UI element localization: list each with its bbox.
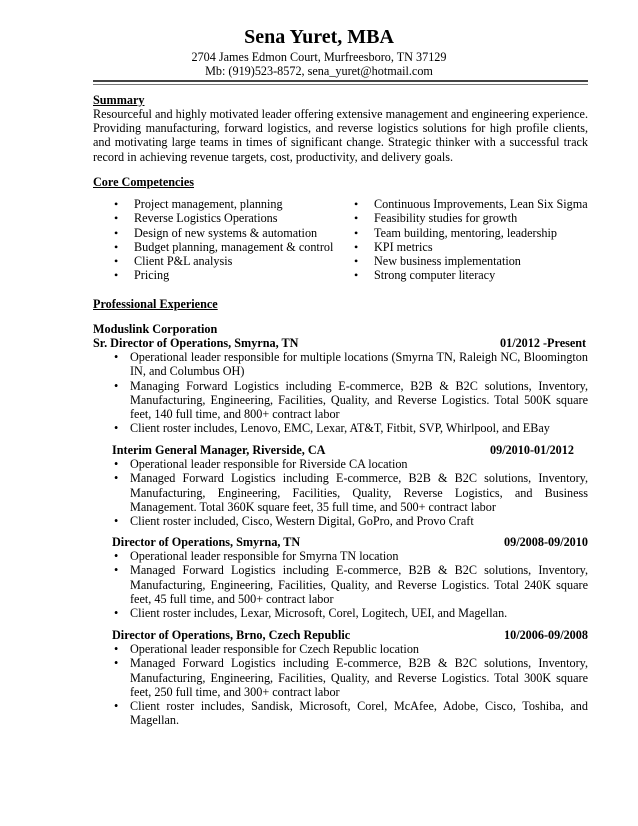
role-bullet: • Operational leader responsible for Smyrna TN location [112, 549, 588, 563]
role-dates: 09/2008-09/2010 [504, 535, 588, 549]
role-bullets [112, 549, 588, 620]
competency-item: • Feasibility studies for growth [350, 211, 588, 225]
experience-heading: Professional Experience [93, 297, 218, 311]
role-bullet: • Operational leader responsible for multiple locations (Smyrna TN, Raleigh NC, Bloomington IN, and Columbus OH) [112, 350, 588, 379]
competency-item: • Design of new systems & automation [110, 226, 333, 240]
header-divider [93, 80, 588, 82]
contact-line: Mb: (919)523-8572, sena_yuret@hotmail.com [205, 64, 433, 78]
role-bullet: • Client roster included, Cisco, Western Digital, GoPro, and Provo Craft [112, 514, 588, 528]
competencies-right-list [350, 197, 588, 283]
role-bullet: • Client roster includes, Sandisk, Microsoft, Corel, McAfee, Adobe, Cisco, Toshiba, and Magellan. [112, 699, 588, 728]
competency-item: • Budget planning, management & control [110, 240, 333, 254]
candidate-name: Sena Yuret, MBA [244, 26, 394, 48]
address-line: 2704 James Edmon Court, Murfreesboro, TN 37129 [191, 50, 447, 64]
competencies-left-list [110, 197, 333, 283]
role-title: Director of Operations, Smyrna, TN [112, 535, 301, 549]
role-dates: 10/2006-09/2008 [504, 628, 588, 642]
role-bullet: • Managing Forward Logistics including E-commerce, B2B & B2C solutions, Inventory, Manufacturing, Engineering, Facilities, Quality, and Reverse Logistics. Total 500K square feet, 140 full time, and 800+ contract labor [112, 379, 588, 422]
role-title: Sr. Director of Operations, Smyrna, TN [93, 336, 299, 350]
role-bullets [112, 350, 588, 436]
role-bullet: • Operational leader responsible for Czech Republic location [112, 642, 588, 656]
competency-item: • Client P&L analysis [110, 254, 333, 268]
role-bullet: • Managed Forward Logistics including E-commerce, B2B & B2C solutions, Inventory, Manufacturing, Engineering, Facilities, Quality, and Reverse Logistics. Total 300K square feet, 250 full time, and 300+ contract labor [112, 656, 588, 699]
header-divider-thin [93, 84, 588, 85]
competency-item: • Pricing [110, 268, 333, 282]
role-bullet: • Client roster includes, Lexar, Microsoft, Corel, Logitech, UEI, and Magellan. [112, 606, 588, 620]
role-dates: 01/2012 -Present [500, 336, 587, 350]
summary-heading: Summary [93, 93, 145, 107]
role-bullet: • Operational leader responsible for Riverside CA location [112, 457, 588, 471]
competency-item: • Project management, planning [110, 197, 333, 211]
competency-item: • Strong computer literacy [350, 268, 588, 282]
role-bullet: • Managed Forward Logistics including E-commerce, B2B & B2C solutions, Inventory, Manufacturing, Engineering, Facilities, Quality, and Reverse Logistics. Total 240K square feet, 45 full time, and 500+ contract labor [112, 563, 588, 606]
role-dates: 09/2010-01/2012 [490, 443, 574, 457]
competencies-heading: Core Competencies [93, 175, 194, 189]
company-name: Moduslink Corporation [93, 322, 218, 336]
competency-item: • Continuous Improvements, Lean Six Sigma [350, 197, 588, 211]
competency-item: • KPI metrics [350, 240, 588, 254]
competency-item: • New business implementation [350, 254, 588, 268]
summary-text: Resourceful and highly motivated leader offering extensive management and engineering experience. Providing manufacturing, forward logistics, and reverse logistics solutions for high profile clients, and motivating large teams in times of significant change. Strategic thinker with a successful track record in achieving revenue targets, cost, productivity, and delivery goals. [93, 107, 588, 164]
role-title: Interim General Manager, Riverside, CA [112, 443, 326, 457]
role-bullets [112, 642, 588, 728]
role-bullet: • Managed Forward Logistics including E-commerce, B2B & B2C solutions, Inventory, Manufacturing, Engineering, Facilities, Quality, Reverse Logistics, and Business Management. Total 360K square feet, 35 full time, and 500+ contract labor [112, 471, 588, 514]
role-bullet: • Client roster includes, Lenovo, EMC, Lexar, AT&T, Fitbit, SVP, Whirlpool, and EBay [112, 421, 588, 435]
competency-item: • Team building, mentoring, leadership [350, 226, 588, 240]
role-bullets [112, 457, 588, 528]
role-title: Director of Operations, Brno, Czech Republic [112, 628, 351, 642]
competency-item: • Reverse Logistics Operations [110, 211, 333, 225]
